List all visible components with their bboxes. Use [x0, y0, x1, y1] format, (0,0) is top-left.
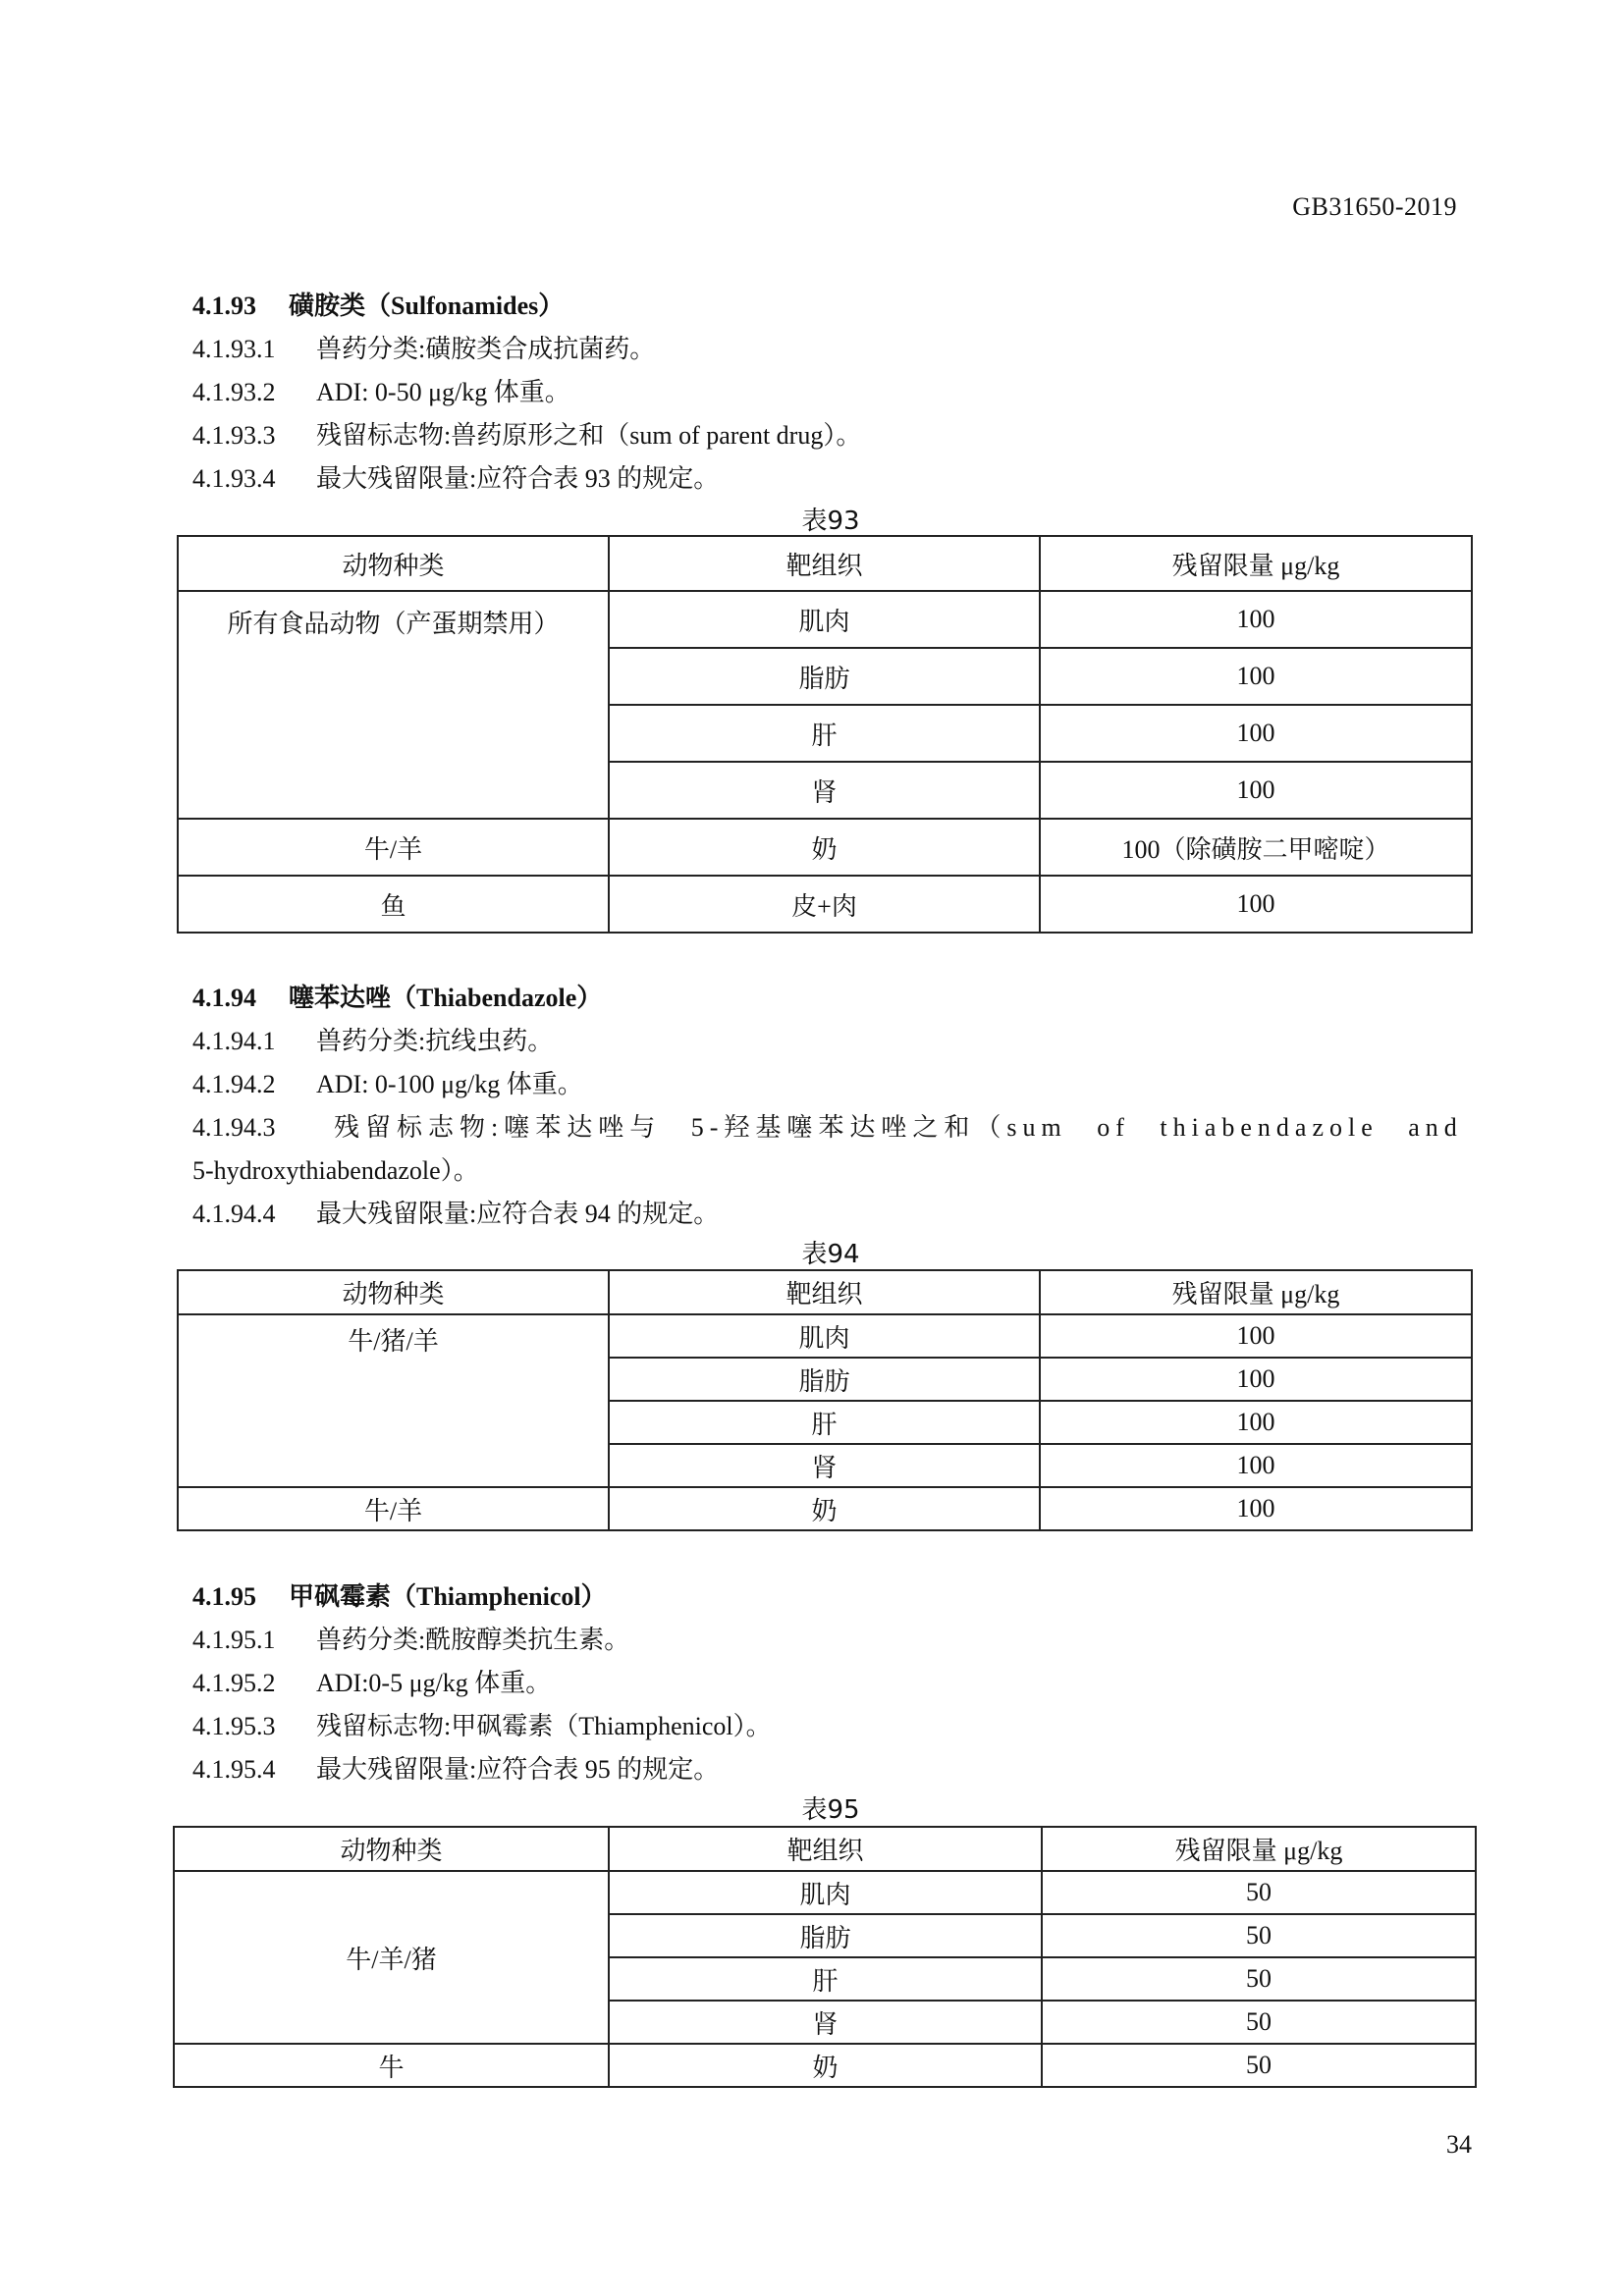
clause-number: 4.1.94.4: [192, 1200, 276, 1228]
table-caption: 表95: [801, 1795, 860, 1825]
clause: [192, 1106, 1469, 1149]
tissue-cell: 肌肉: [609, 1871, 1042, 1914]
header-cell: 动物种类: [178, 1270, 609, 1314]
tissue-cell: 肾: [609, 762, 1040, 819]
clause: [192, 371, 1469, 414]
tissue-cell: 肾: [609, 1444, 1040, 1487]
header-cell: 动物种类: [178, 536, 609, 591]
clause-text: 兽药分类:酰胺醇类抗生素。: [316, 1626, 630, 1654]
tissue-cell: 肾: [609, 2001, 1042, 2044]
tissue-cell: 肌肉: [609, 591, 1040, 648]
clause-text: 残留标志物:兽药原形之和（sum of parent drug）。: [316, 421, 862, 450]
clause-text: 最大残留限量:应符合表 95 的规定。: [316, 1755, 720, 1784]
tissue-cell: 脂肪: [609, 1358, 1040, 1401]
header-cell: 靶组织: [609, 536, 1040, 591]
clause: [192, 1748, 1469, 1791]
tissue-cell: 肝: [609, 1957, 1042, 2001]
header-cell: 残留限量 μg/kg: [1040, 536, 1472, 591]
section-4-1-95: [192, 1575, 1469, 1825]
section-number: 4.1.93: [192, 292, 256, 320]
tissue-cell: 脂肪: [609, 1914, 1042, 1957]
section-name: 噻苯达唑（Thiabendazole）: [289, 984, 603, 1012]
limit-cell: 50: [1042, 1914, 1476, 1957]
clause: [192, 1020, 1469, 1063]
table-row: [178, 876, 1472, 933]
section-title: [192, 977, 1469, 1020]
table-header-row: [178, 1270, 1472, 1314]
limit-cell: 100: [1040, 705, 1472, 762]
table-row: [178, 819, 1472, 876]
table-row: [178, 1314, 1472, 1358]
table-row: [174, 1871, 1476, 1914]
limit-cell: 50: [1042, 1871, 1476, 1914]
tissue-cell: 奶: [609, 819, 1040, 876]
limit-cell: 50: [1042, 2044, 1476, 2087]
clause-text: 残留标志物:甲砜霉素（Thiamphenicol）。: [316, 1712, 772, 1740]
table-header-row: [174, 1827, 1476, 1871]
table-caption: 表94: [801, 1240, 860, 1269]
clause: [192, 457, 1469, 501]
section-name: 甲砜霉素（Thiamphenicol）: [289, 1582, 607, 1611]
clause-text: ADI: 0-50 μg/kg 体重。: [316, 378, 570, 406]
page-number: 34: [1446, 2130, 1472, 2159]
section-title: [192, 285, 1469, 328]
table-row: [178, 591, 1472, 648]
clause-text: 最大残留限量:应符合表 93 的规定。: [316, 464, 720, 493]
section-4-1-93: [192, 285, 1469, 536]
table-93: [177, 535, 1473, 934]
clause-number: 4.1.95.4: [192, 1755, 276, 1784]
clause: [192, 1662, 1469, 1705]
limit-cell: 100: [1040, 1444, 1472, 1487]
tissue-cell: 脂肪: [609, 648, 1040, 705]
section-title: [192, 1575, 1469, 1619]
animal-cell: 鱼: [178, 876, 609, 933]
limit-cell: 100: [1040, 762, 1472, 819]
limit-cell: 100: [1040, 591, 1472, 648]
clause-continuation: [192, 1149, 1469, 1193]
clause: [192, 1193, 1469, 1236]
clause: [192, 1619, 1469, 1662]
header-cell: 靶组织: [609, 1270, 1040, 1314]
header-cell: 残留限量 μg/kg: [1040, 1270, 1472, 1314]
limit-cell: 50: [1042, 2001, 1476, 2044]
clause-number: 4.1.93.2: [192, 378, 276, 406]
clause-number: 4.1.94.2: [192, 1070, 276, 1098]
clause-number: 4.1.95.2: [192, 1669, 276, 1697]
clause-text: 兽药分类:磺胺类合成抗菌药。: [316, 335, 656, 363]
section-name: 磺胺类（Sulfonamides）: [289, 292, 565, 320]
animal-cell: 所有食品动物（产蛋期禁用）: [178, 591, 609, 819]
standard-code: GB31650-2019: [1292, 192, 1457, 221]
limit-cell: 100: [1040, 1358, 1472, 1401]
clause-text: ADI:0-5 μg/kg 体重。: [316, 1669, 552, 1697]
table-row: [174, 2044, 1476, 2087]
limit-cell: 100（除磺胺二甲嘧啶）: [1040, 819, 1472, 876]
table-94: [177, 1269, 1473, 1531]
clause: [192, 1063, 1469, 1106]
tissue-cell: 肌肉: [609, 1314, 1040, 1358]
tissue-cell: 肝: [609, 705, 1040, 762]
section-4-1-94: [192, 977, 1469, 1269]
header-cell: 动物种类: [174, 1827, 609, 1871]
table-header-row: [178, 536, 1472, 591]
clause-text: 5-hydroxythiabendazole）。: [192, 1156, 479, 1185]
limit-cell: 100: [1040, 1314, 1472, 1358]
section-number: 4.1.95: [192, 1582, 256, 1611]
limit-cell: 100: [1040, 1487, 1472, 1530]
clause-number: 4.1.93.1: [192, 335, 276, 363]
tissue-cell: 奶: [609, 2044, 1042, 2087]
header-cell: 残留限量 μg/kg: [1042, 1827, 1476, 1871]
animal-cell: 牛/羊: [178, 1487, 609, 1530]
clause-text: ADI: 0-100 μg/kg 体重。: [316, 1070, 583, 1098]
animal-cell: 牛/羊/猪: [174, 1871, 609, 2044]
tissue-cell: 奶: [609, 1487, 1040, 1530]
clause-text: 兽药分类:抗线虫药。: [316, 1027, 554, 1055]
header-cell: 靶组织: [609, 1827, 1042, 1871]
limit-cell: 50: [1042, 1957, 1476, 2001]
clause-number: 4.1.94.3: [192, 1113, 276, 1142]
clause: [192, 328, 1469, 371]
tissue-cell: 肝: [609, 1401, 1040, 1444]
section-number: 4.1.94: [192, 984, 256, 1012]
clause-number: 4.1.95.3: [192, 1712, 276, 1740]
table-row: [178, 1487, 1472, 1530]
clause-number: 4.1.93.3: [192, 421, 276, 450]
table-caption: 表93: [801, 507, 860, 536]
clause-text: 残留标志物:噻苯达唑与 5-羟基噻苯达唑之和（sum of thiabendazole and: [334, 1113, 1463, 1142]
clause-number: 4.1.94.1: [192, 1027, 276, 1055]
clause: [192, 1705, 1469, 1748]
table-95: [173, 1826, 1477, 2088]
clause-number: 4.1.95.1: [192, 1626, 276, 1654]
limit-cell: 100: [1040, 648, 1472, 705]
clause-text: 最大残留限量:应符合表 94 的规定。: [316, 1200, 720, 1228]
limit-cell: 100: [1040, 1401, 1472, 1444]
clause-number: 4.1.93.4: [192, 464, 276, 493]
animal-cell: 牛: [174, 2044, 609, 2087]
clause: [192, 414, 1469, 457]
limit-cell: 100: [1040, 876, 1472, 933]
tissue-cell: 皮+肉: [609, 876, 1040, 933]
animal-cell: 牛/猪/羊: [178, 1314, 609, 1487]
animal-cell: 牛/羊: [178, 819, 609, 876]
